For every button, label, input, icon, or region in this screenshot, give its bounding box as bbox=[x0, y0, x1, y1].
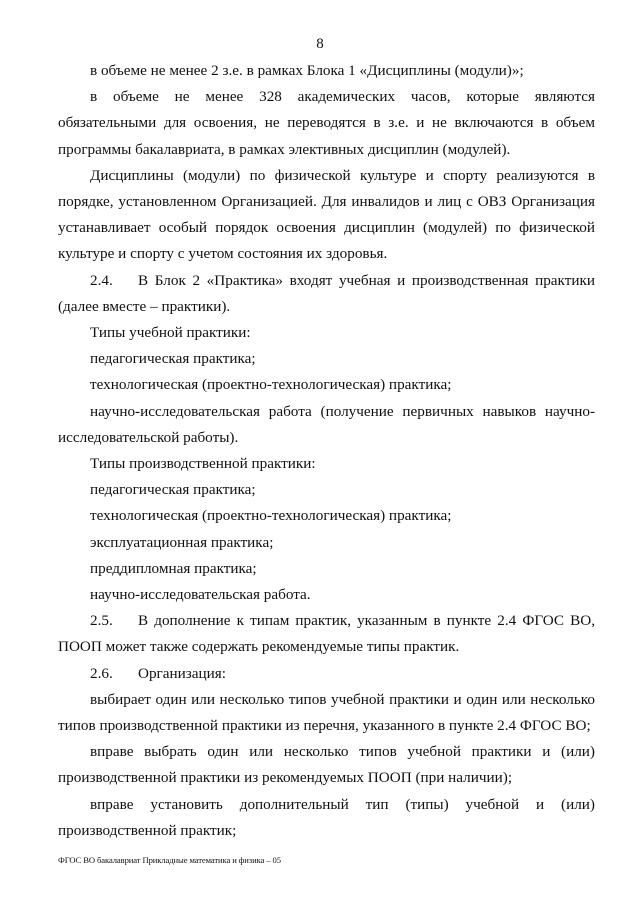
paragraph-2-4-text: В Блок 2 «Практика» входят учебная и производственная практики (далее вместе – практики). bbox=[58, 271, 595, 315]
educational-practice-heading: Типы учебной практики: bbox=[90, 324, 251, 342]
paragraph-2-5-text: В дополнение к типам практик, указанным в пункте 2.4 ФГОС ВО, ПООП может также содержать рекомендуемые типы практик. bbox=[58, 612, 595, 656]
list-item: эксплуатационная практика; bbox=[90, 533, 274, 551]
page-number: 8 bbox=[316, 36, 324, 52]
list-item: технологическая (проектно-технологическая) практика; bbox=[90, 507, 452, 525]
paragraph-pe-disciplines: Дисциплины (модули) по физической культуре и спорту реализуются в порядке, установленном Организацией. Для инвалидов и лиц с ОВЗ Организация устанавливает особый порядок освоения дисциплин (модулей) по физической культуре и спорту с учетом состояния их здоровья. bbox=[58, 166, 595, 263]
list-item: выбирает один или несколько типов учебной практики и один или несколько типов производственной практики из перечня, указанного в пункте 2.4 ФГОС ВО; bbox=[58, 690, 595, 735]
section-number-2-6: 2.6. bbox=[90, 664, 113, 682]
industrial-practice-heading: Типы производственной практики: bbox=[90, 455, 316, 473]
paragraph-credits: в объеме не менее 2 з.е. в рамках Блока 1 «Дисциплины (модули)»; bbox=[90, 62, 524, 79]
paragraph-2-5 bbox=[58, 608, 595, 660]
document-body bbox=[58, 58, 595, 844]
list-item: научно-исследовательская работа. bbox=[90, 586, 311, 604]
section-number-2-4: 2.4. bbox=[90, 271, 113, 289]
list-item: педагогическая практика; bbox=[90, 481, 256, 499]
list-item: вправе установить дополнительный тип (типы) учебной и (или) производственной практик; bbox=[58, 795, 595, 839]
paragraph-2-6-text: Организация: bbox=[138, 664, 226, 682]
page-footer: ФГОС ВО бакалавриат Прикладные математика и физика – 05 bbox=[58, 855, 281, 865]
paragraph-hours: в объеме не менее 328 академических часов, которые являются обязательными для освоения, не переводятся в з.е. и не включаются в объем программы бакалавриата, в рамках элективных дисциплин (модулей). bbox=[58, 88, 595, 158]
list-item: технологическая (проектно-технологическая) практика; bbox=[90, 376, 452, 394]
list-item: вправе выбрать один или несколько типов учебной практики и (или) производственной практики из рекомендуемых ПООП (при наличии); bbox=[58, 743, 595, 787]
paragraph-2-6 bbox=[58, 661, 595, 687]
section-number-2-5: 2.5. bbox=[90, 612, 113, 630]
list-item: научно-исследовательская работа (получение первичных навыков научно-исследовательской работы). bbox=[58, 402, 595, 446]
list-item: педагогическая практика; bbox=[90, 350, 256, 368]
paragraph-2-4 bbox=[58, 268, 595, 320]
list-item: преддипломная практика; bbox=[90, 559, 257, 577]
